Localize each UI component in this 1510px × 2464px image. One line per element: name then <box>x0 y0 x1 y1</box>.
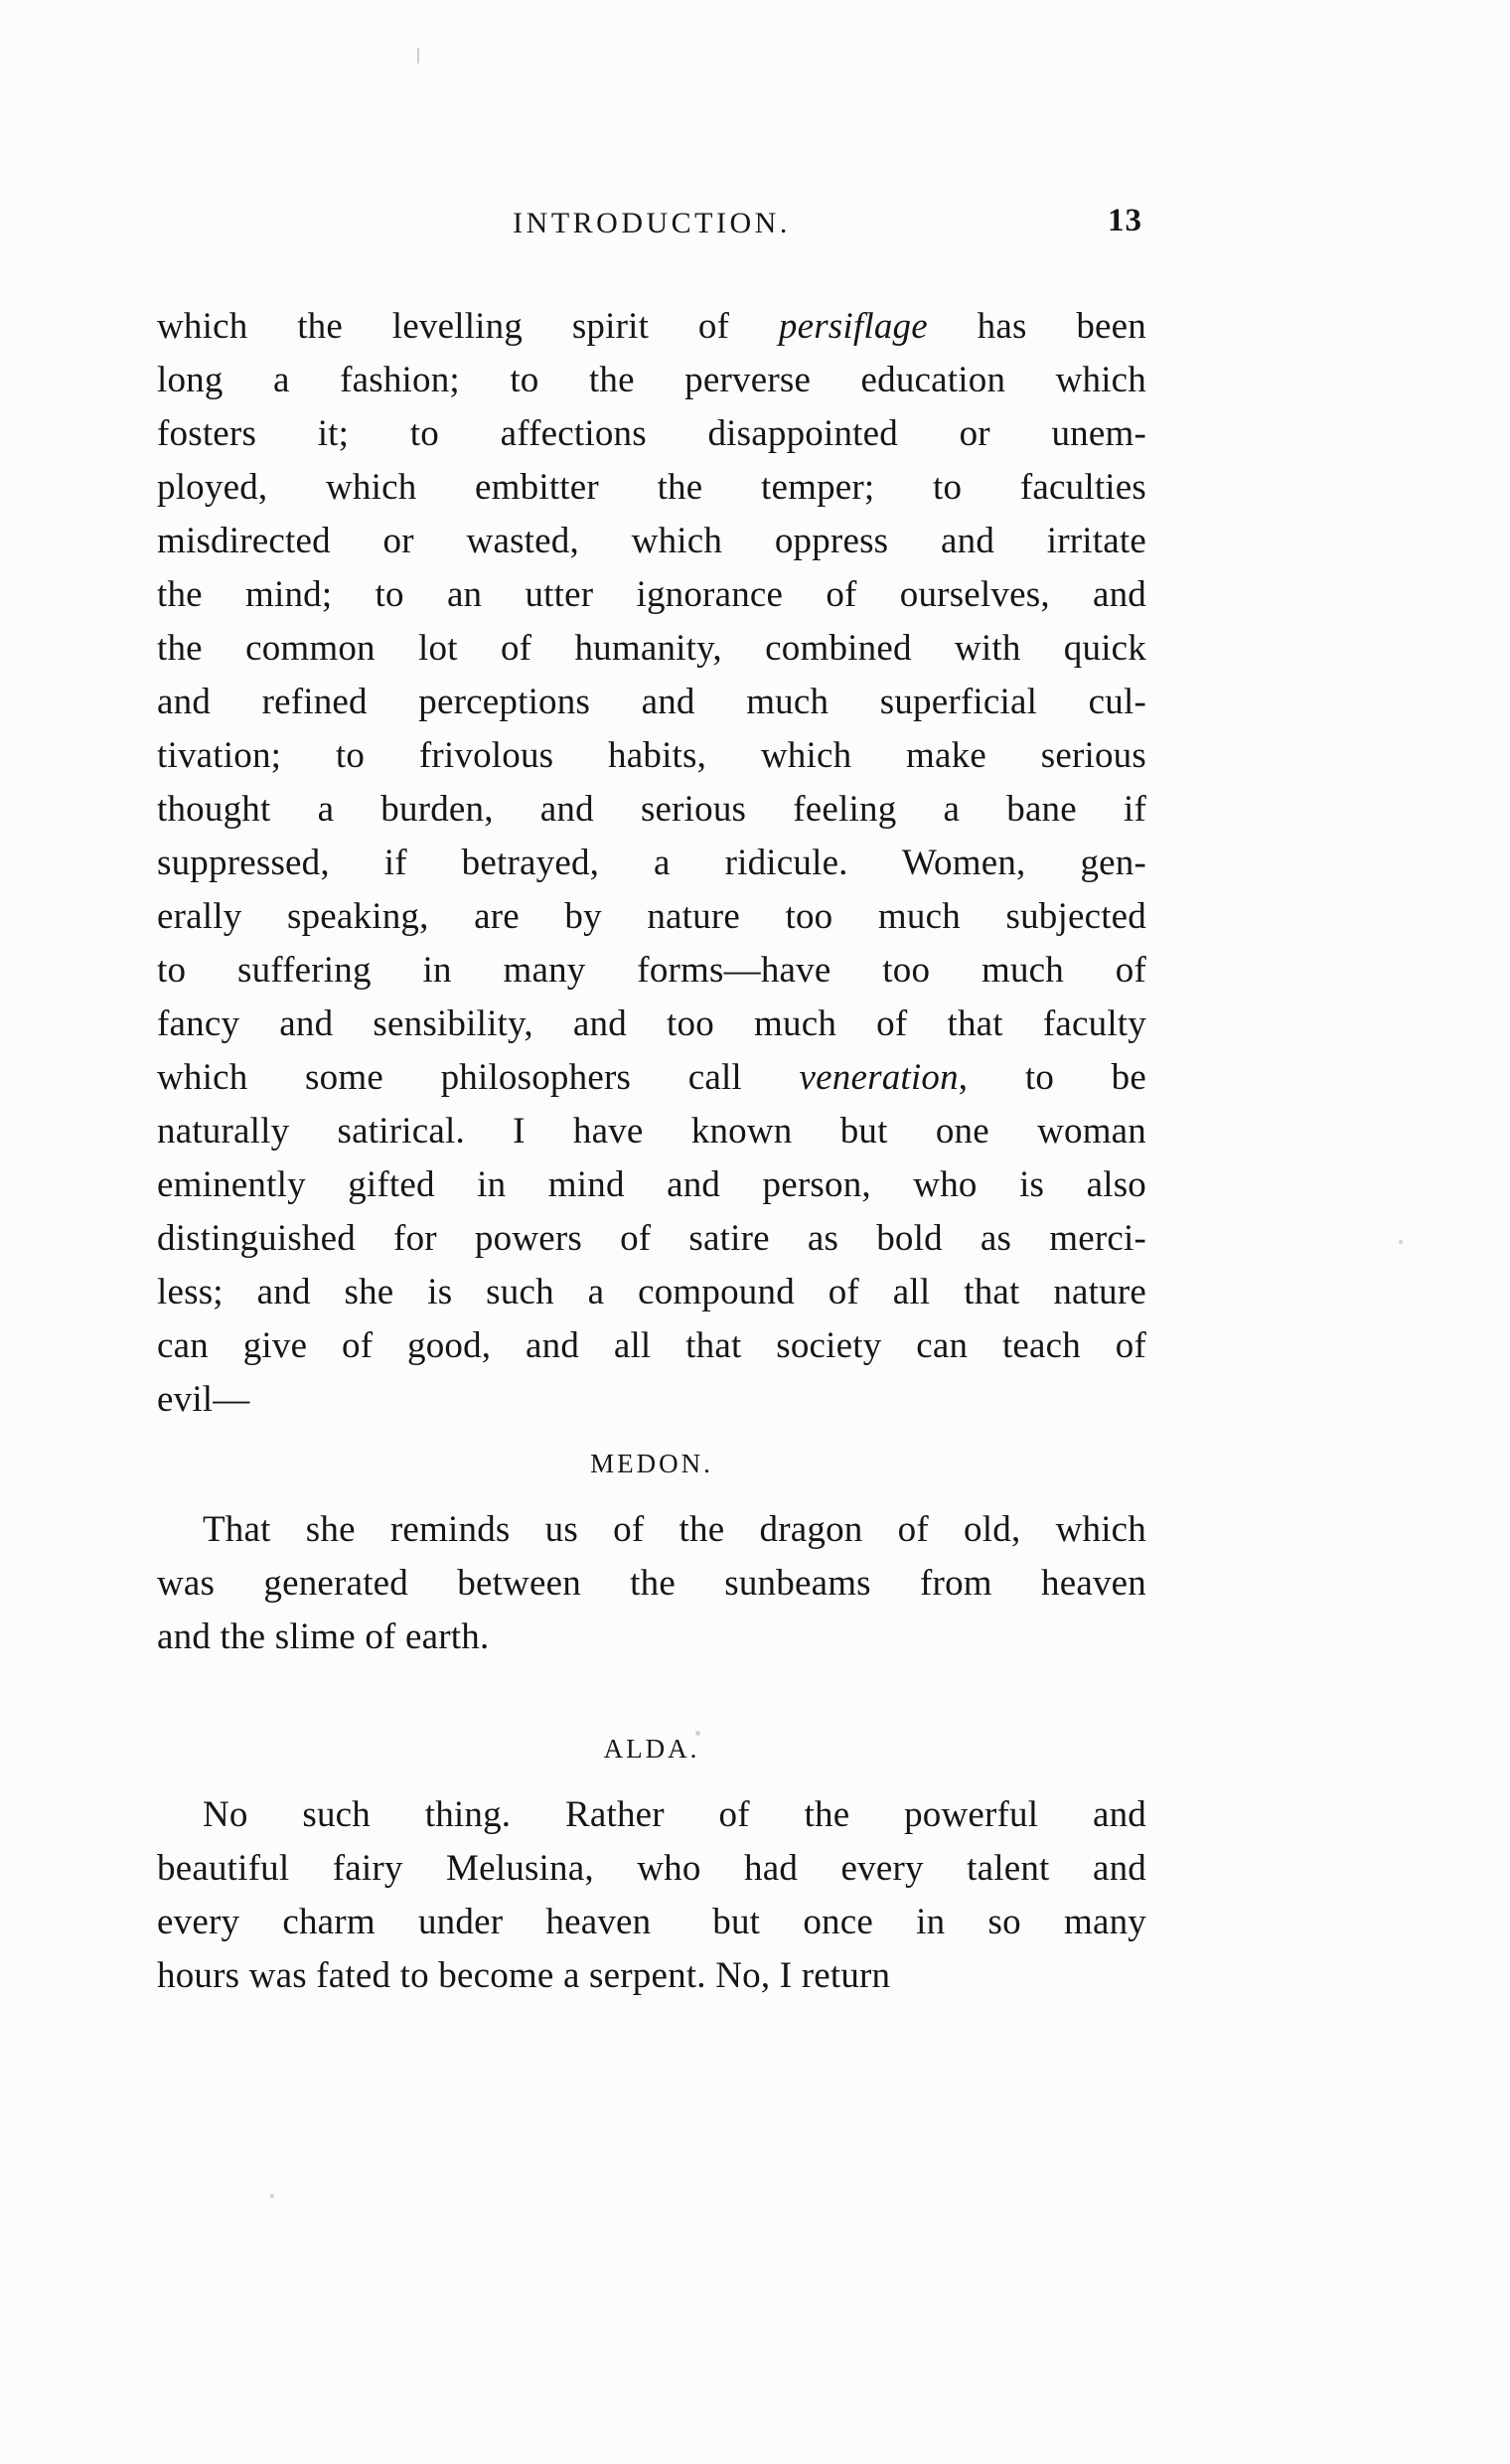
text-line: evil— <box>157 1379 250 1420</box>
text-line: fosters it; to affections disappointed or unem- <box>157 413 1146 454</box>
speaker-heading: MEDON. <box>590 1449 713 1478</box>
text-line: That she reminds us of the dragon of old, which <box>203 1509 1146 1550</box>
text-line: and refined perceptions and much superficial cul- <box>157 682 1146 722</box>
text-line: the mind; to an utter ignorance of ourselves, and <box>157 574 1146 615</box>
text-line: naturally satirical. I have known but one woman <box>157 1111 1146 1152</box>
text-line: erally speaking, are by nature too much subjected <box>157 896 1146 937</box>
text-line: beautiful fairy Melusina, who had every talent and <box>157 1848 1146 1889</box>
text-line: No such thing. Rather of the powerful and <box>203 1794 1146 1835</box>
scan-artifact <box>1399 1240 1403 1244</box>
text-line: to suffering in many forms—have too much of <box>157 950 1146 991</box>
text-line: distinguished for powers of satire as bold as merci- <box>157 1218 1146 1259</box>
text-line: which some philosophers call veneration, to be <box>157 1057 1146 1098</box>
text-line: the common lot of humanity, combined with quick <box>157 628 1146 669</box>
paragraph <box>157 300 1146 1427</box>
text-line: tivation; to frivolous habits, which make serious <box>157 735 1146 776</box>
text-line: and the slime of earth. <box>157 1617 490 1657</box>
paragraph <box>157 1788 1146 2003</box>
text-line: eminently gifted in mind and person, who is also <box>157 1164 1146 1205</box>
text-line: hours was fated to become a serpent. No, I return <box>157 1955 891 1996</box>
running-title: INTRODUCTION. <box>513 207 791 239</box>
paragraph <box>157 1503 1146 1664</box>
scan-artifact <box>270 2194 274 2198</box>
text-line: which the levelling spirit of persiflage has been <box>157 306 1146 347</box>
page-number: 13 <box>1108 203 1142 238</box>
text-line: can give of good, and all that society can teach of <box>157 1325 1146 1366</box>
running-header <box>157 203 1146 250</box>
text-line: long a fashion; to the perverse education which <box>157 360 1146 400</box>
text-line: fancy and sensibility, and too much of that faculty <box>157 1003 1146 1044</box>
scan-artifact <box>417 48 419 64</box>
text-line: thought a burden, and serious feeling a bane if <box>157 789 1146 830</box>
text-block <box>157 300 1146 2003</box>
speaker-heading: ALDA. <box>603 1734 700 1764</box>
text-line: was generated between the sunbeams from heaven <box>157 1563 1146 1604</box>
text-line: ployed, which embitter the temper; to faculties <box>157 467 1146 508</box>
text-line: suppressed, if betrayed, a ridicule. Women, gen- <box>157 843 1146 883</box>
text-column <box>157 203 1146 2003</box>
text-line: misdirected or wasted, which oppress and irritate <box>157 521 1146 561</box>
text-line: every charm under heaven but once in so many <box>157 1902 1146 1942</box>
text-line: less; and she is such a compound of all that nature <box>157 1272 1146 1312</box>
